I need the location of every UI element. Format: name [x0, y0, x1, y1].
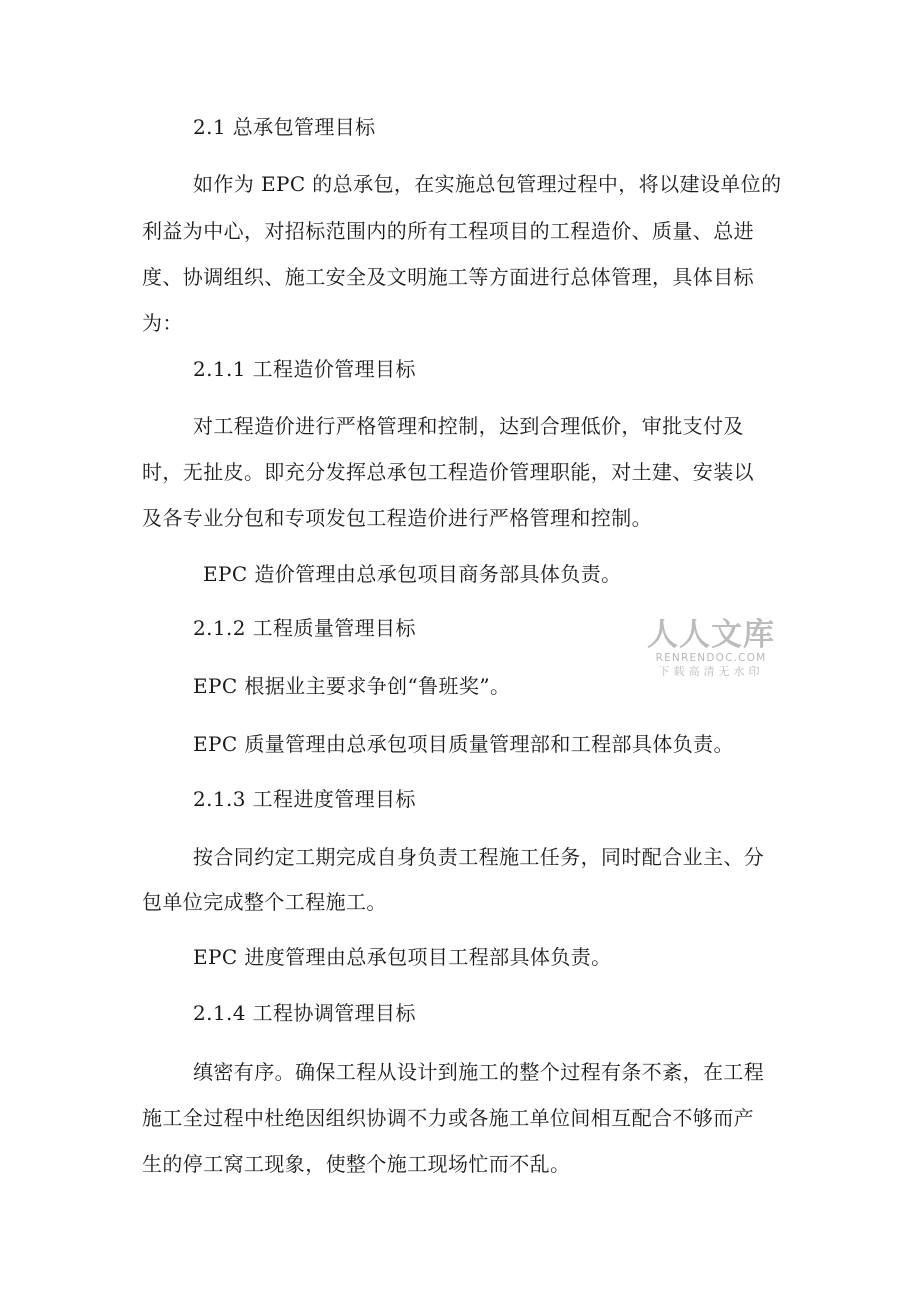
paragraph-line: EPC 造价管理由总承包项目商务部具体负责。: [203, 562, 622, 586]
paragraph-line: 施工全过程中杜绝因组织协调不力或各施工单位间相互配合不够而产: [142, 1106, 754, 1130]
paragraph-line: EPC 进度管理由总承包项目工程部具体负责。: [193, 945, 612, 969]
paragraph-line: 利益为中心，对招标范围内的所有工程项目的工程造价、质量、总进: [142, 219, 754, 243]
section-heading-2-1-2: 2.1.2 工程质量管理目标: [193, 616, 416, 640]
watermark-site: RENRENDOC.COM: [655, 652, 767, 664]
section-heading-2-1: 2.1 总承包管理目标: [193, 115, 376, 139]
watermark-tagline: 下载高清无水印: [658, 665, 764, 678]
paragraph-line: 为：: [142, 311, 183, 335]
section-heading-2-1-4: 2.1.4 工程协调管理目标: [193, 1001, 416, 1025]
paragraph-line: 包单位完成整个工程施工。: [142, 890, 387, 914]
paragraph-line: 生的停工窝工现象，使整个施工现场忙而不乱。: [142, 1152, 571, 1176]
paragraph-line: 对工程造价进行严格管理和控制，达到合理低价，审批支付及: [193, 414, 744, 438]
paragraph-line: 如作为 EPC 的总承包，在实施总包管理过程中，将以建设单位的: [193, 172, 782, 196]
paragraph-line: 按合同约定工期完成自身负责工程施工任务，同时配合业主、分: [193, 845, 765, 869]
paragraph-line: 时，无扯皮。即充分发挥总承包工程造价管理职能，对土建、安装以: [142, 460, 754, 484]
watermark-title: 人人文库: [647, 617, 775, 653]
paragraph-line: EPC 质量管理由总承包项目质量管理部和工程部具体负责。: [193, 732, 734, 756]
section-heading-2-1-1: 2.1.1 工程造价管理目标: [193, 357, 416, 381]
paragraph-line: 度、协调组织、施工安全及文明施工等方面进行总体管理，具体目标: [142, 265, 754, 289]
paragraph-line: 及各专业分包和专项发包工程造价进行严格管理和控制。: [142, 506, 652, 530]
paragraph-line: 缜密有序。确保工程从设计到施工的整个过程有条不紊，在工程: [193, 1060, 765, 1084]
watermark: [646, 618, 776, 679]
paragraph-line: EPC 根据业主要求争创“鲁班奖”。: [193, 674, 511, 698]
section-heading-2-1-3: 2.1.3 工程进度管理目标: [193, 787, 416, 811]
